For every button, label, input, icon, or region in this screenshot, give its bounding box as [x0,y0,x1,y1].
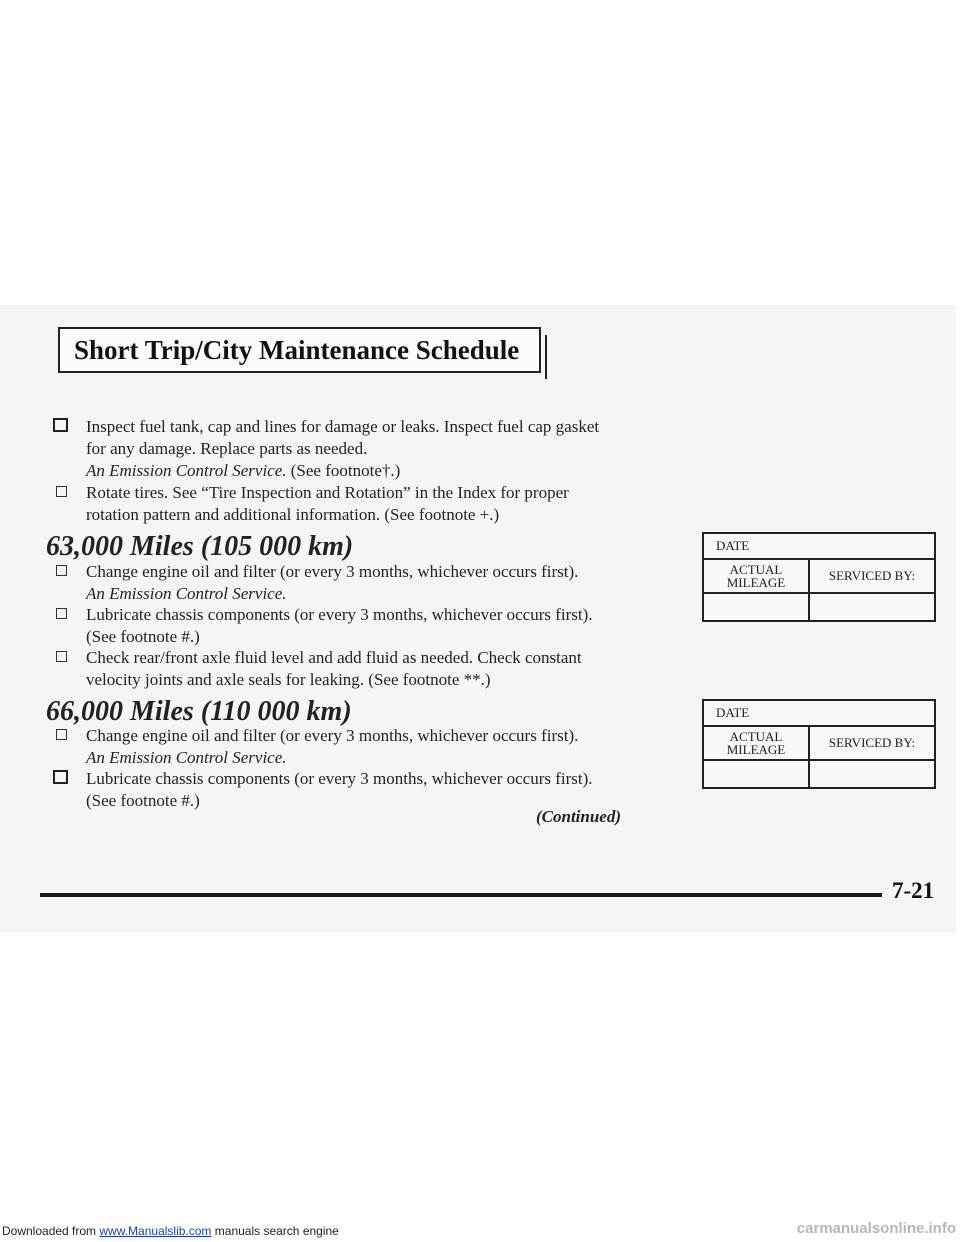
emission-note: An Emission Control Service. [86,748,287,767]
download-footer: Downloaded from www.Manualslib.com manuals search engine [2,1224,339,1238]
serviced-by-field[interactable] [810,761,934,787]
checklist-item: Inspect fuel tank, cap and lines for damage or leaks. Inspect fuel cap gasket for any damage. Replace parts as needed. An Emission Control Service. (See footnote†.) [86,416,676,482]
checklist-item: Change engine oil and filter (or every 3 months, whichever occurs first). An Emission Control Service. [86,561,676,605]
checkbox[interactable] [56,651,67,662]
page-title: Short Trip/City Maintenance Schedule [58,327,541,373]
actual-mileage-label: ACTUAL MILEAGE [704,560,810,592]
emission-note: An Emission Control Service. [86,584,287,603]
checklist-item: Rotate tires. See “Tire Inspection and Rotation” in the Index for proper rotation pattern and additional information. (See footnote +.) [86,482,676,526]
checkbox[interactable] [56,729,67,740]
serviced-by-label: SERVICED BY: [828,735,916,750]
actual-mileage-field[interactable] [704,594,810,620]
manual-page [0,305,956,933]
date-field[interactable]: DATE [704,534,934,560]
checkbox[interactable] [56,608,67,619]
service-record-box [702,532,936,622]
serviced-by-field[interactable] [810,594,934,620]
continued-note: (Continued) [536,807,622,826]
actual-mileage-label: ACTUAL MILEAGE [704,727,810,759]
serviced-by-label: SERVICED BY: [828,568,916,583]
watermark: carmanualsonline.info [796,1220,956,1237]
checklist-item: Check rear/front axle fluid level and add fluid as needed. Check constant velocity joints and axle seals for leaking. (See footnote **.) [86,647,676,691]
section-heading-66000: 66,000 Miles (110 000 km) [46,696,352,727]
service-record-box [702,699,936,789]
actual-mileage-field[interactable] [704,761,810,787]
checkbox[interactable] [53,418,68,432]
checkbox[interactable] [56,565,67,576]
emission-note: An Emission Control Service. [86,461,287,480]
checkbox[interactable] [56,486,67,497]
footer-rule [40,893,882,897]
checklist-item: Lubricate chassis components (or every 3 months, whichever occurs first). (See footnote #.) [86,768,676,812]
section-heading-63000: 63,000 Miles (105 000 km) [46,531,354,562]
checklist-item: Lubricate chassis components (or every 3 months, whichever occurs first). (See footnote #.) [86,604,676,648]
manualslib-link[interactable]: www.Manualslib.com [99,1224,212,1238]
checkbox[interactable] [53,770,68,784]
page-number: 7-21 [892,878,935,903]
date-field[interactable]: DATE [704,701,934,727]
checklist-item: Change engine oil and filter (or every 3 months, whichever occurs first). An Emission Control Service. [86,725,676,769]
